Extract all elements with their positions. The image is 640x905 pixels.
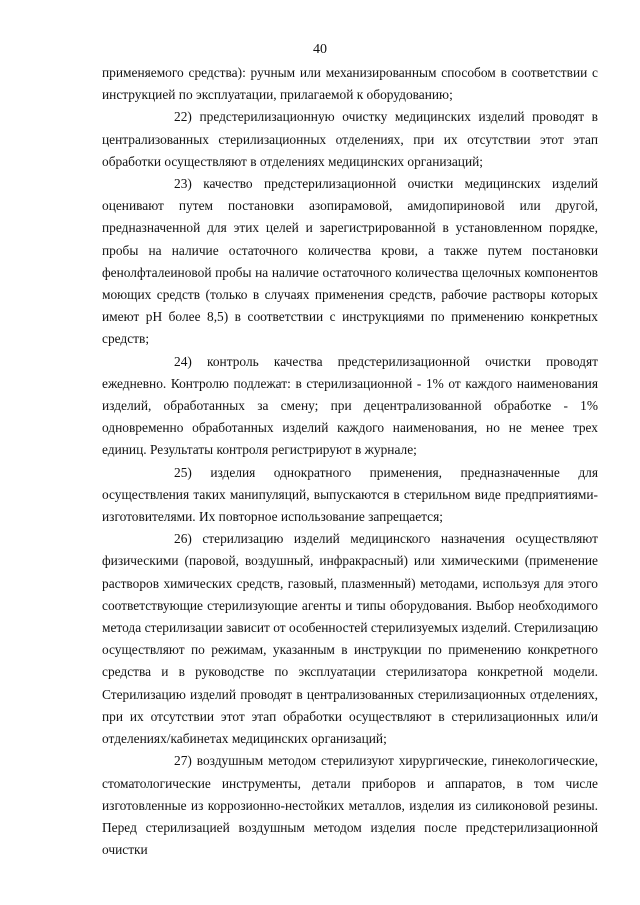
paragraph-24 xyxy=(102,351,598,462)
paragraph-number: 22) xyxy=(174,109,192,125)
paragraph-number: 25) xyxy=(174,464,192,480)
paragraph-text: качество предстерилизационной очистки медицинских изделий оценивают путем постановки азопирамовой, амидопириновой или другой, предназначенной для этих целей и зарегистрированной в установленном порядке, пробы на наличие остаточного количества крови, а также путем постановки фенолфталеиновой пробы на наличие остаточного количества щелочных компонентов моющих средств (только в случаях применения средств, рабочие растворы которых имеют pH более 8,5) в соответствии с инструкциями по применению конкретных средств; xyxy=(102,176,598,347)
paragraph-26 xyxy=(102,528,598,750)
paragraph-text: изделия однократного применения, предназначенные для осуществления таких манипуляций, выпускаются в стерильном виде предприятиями-изготовителями. Их повторное использование запрещается; xyxy=(102,464,598,525)
paragraph-number: 23) xyxy=(174,176,192,192)
paragraph-22 xyxy=(102,106,598,173)
paragraph-25 xyxy=(102,462,598,529)
paragraph-text: контроль качества предстерилизационной очистки проводят ежедневно. Контролю подлежат: в стерилизационной - 1% от каждого наименования изделий, обработанных за смену; при децентрализованной обработке - 1% одновременно обработанных изделий каждого наименования, но не менее трех единиц. Результаты контроля регистрируют в журнале; xyxy=(102,353,598,458)
paragraph-continuation xyxy=(102,62,598,106)
paragraph-text: применяемого средства): ручным или механизированным способом в соответствии с инструкцией по эксплуатации, прилагаемой к оборудованию; xyxy=(102,65,598,103)
paragraph-text: стерилизацию изделий медицинского назначения осуществляют физическими (паровой, воздушный, инфракрасный) или химическими (применение растворов химических средств, газовый, плазменный) методами, используя для этого соответствующие стерилизующие агенты и типы оборудования. Выбор необходимого метода стерилизации зависит от особенностей стерилизуемых изделий. Стерилизацию осуществляют по режимам, указанным в инструкции по применению конкретного средства и в руководстве по эксплуатации стерилизатора конкретной модели. Стерилизацию изделий проводят в централизованных стерилизационных отделениях, при их отсутствии этот этап обработки осуществляют в стерилизационных или/и отделениях/кабинетах медицинских организаций; xyxy=(102,531,598,747)
paragraph-text: воздушным методом стерилизуют хирургические, гинекологические, стоматологические инструменты, детали приборов и аппаратов, в том числе изготовленные из коррозионно-нестойких металлов, изделия из силиконовой резины. Перед стерилизацией воздушным методом изделия после предстерилизационной очистки xyxy=(102,753,598,858)
document-body xyxy=(102,62,598,861)
paragraph-number: 24) xyxy=(174,353,192,369)
page-number: 40 xyxy=(313,42,327,57)
paragraph-number: 26) xyxy=(174,531,192,547)
paragraph-text: предстерилизационную очистку медицинских изделий проводят в централизованных стерилизационных отделениях, при их отсутствии этот этап обработки осуществляют в отделениях медицинских организаций; xyxy=(102,109,598,169)
paragraph-27 xyxy=(102,750,598,861)
paragraph-23 xyxy=(102,173,598,351)
paragraph-number: 27) xyxy=(174,753,192,769)
